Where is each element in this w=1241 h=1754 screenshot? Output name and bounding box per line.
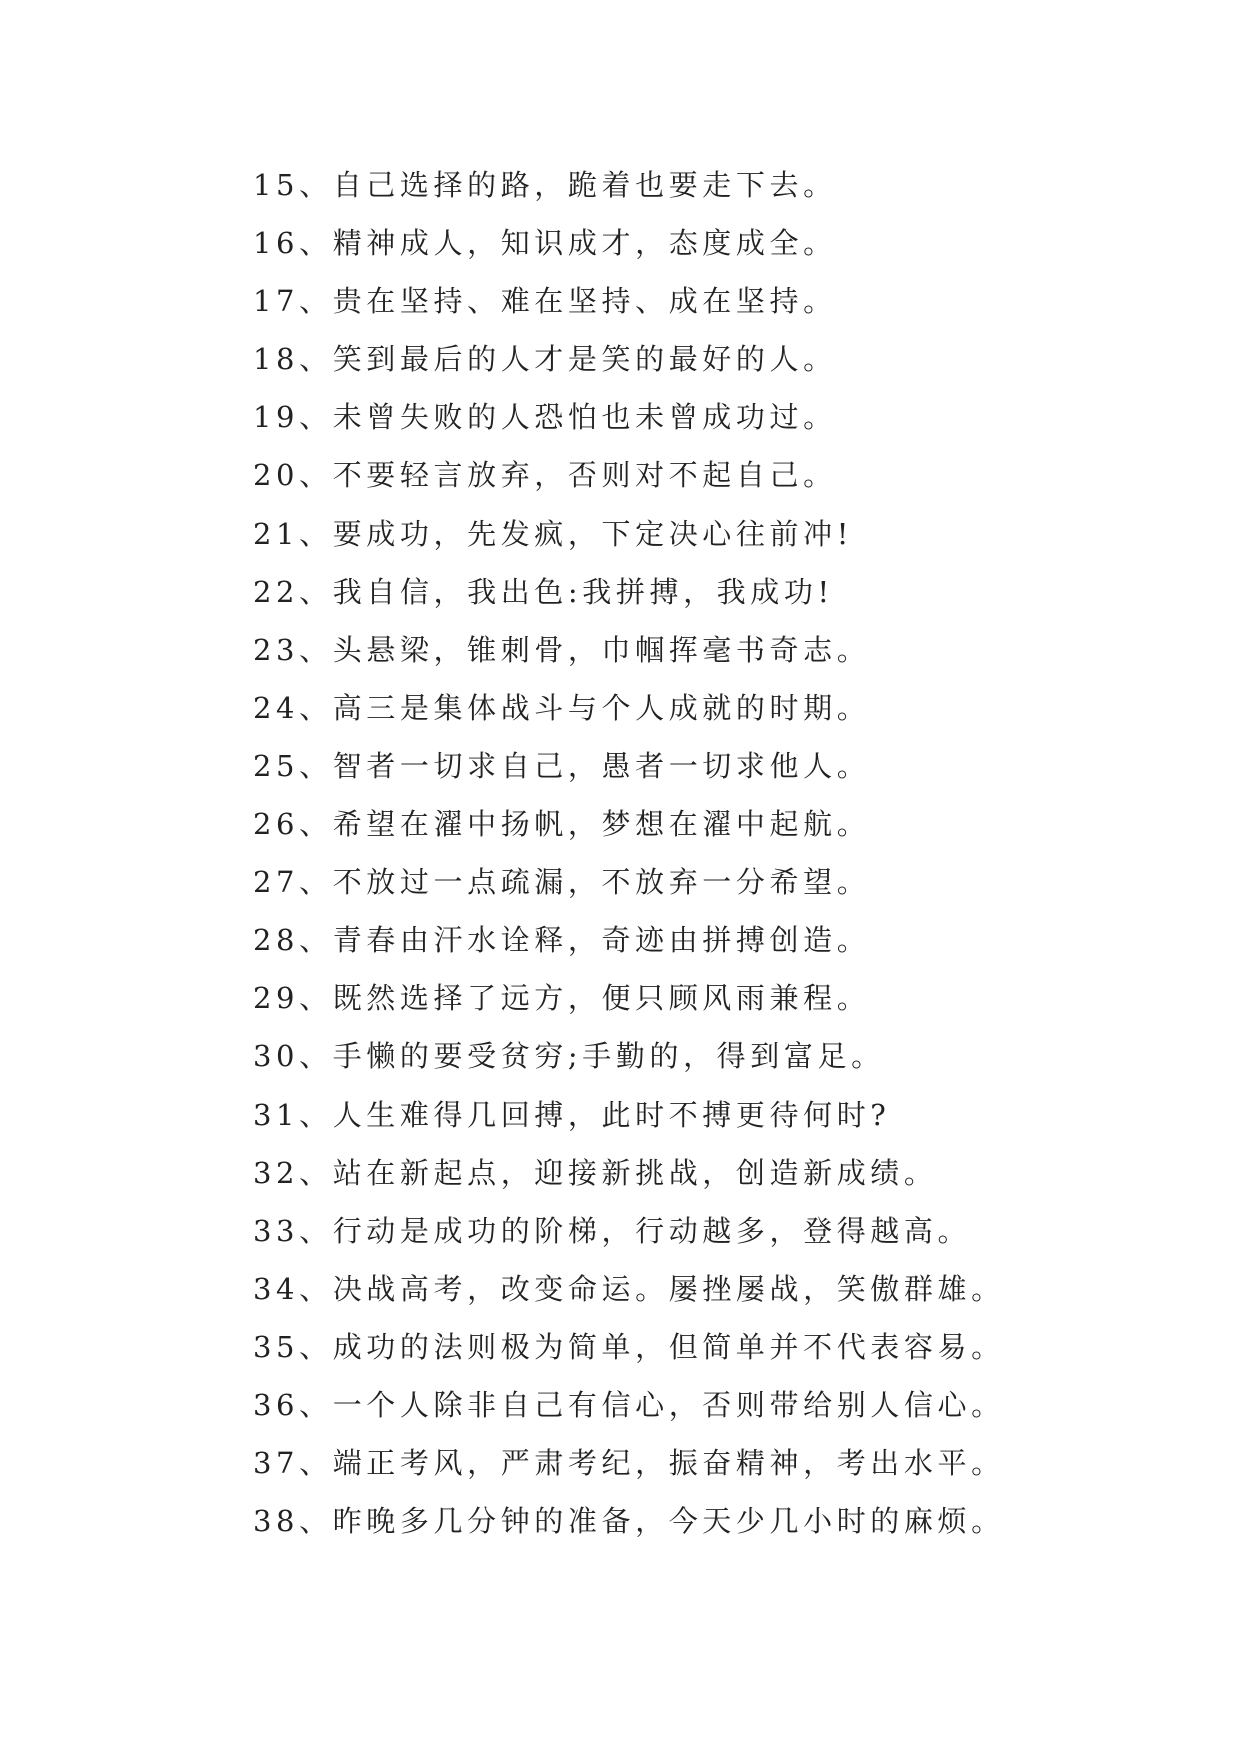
quote-line: 22、我自信，我出色:我拼搏，我成功!: [253, 574, 834, 609]
quote-line: 16、精神成人，知识成才，态度成全。: [253, 226, 837, 261]
quote-line: 20、不要轻言放弃，否则对不起自己。: [253, 458, 837, 493]
quote-line: 38、昨晚多几分钟的准备，今天少几小时的麻烦。: [253, 1504, 1005, 1539]
quote-line: 33、行动是成功的阶梯，行动越多，登得越高。: [253, 1213, 972, 1248]
quote-line: 19、未曾失败的人恐怕也未曾成功过。: [253, 400, 837, 435]
quote-line: 35、成功的法则极为简单，但简单并不代表容易。: [253, 1329, 1005, 1364]
quote-line: 30、手懒的要受贫穷;手勤的，得到富足。: [253, 1039, 885, 1074]
quote-line: 34、决战高考，改变命运。屡挫屡战，笑傲群雄。: [253, 1271, 1005, 1306]
quote-line: 21、要成功，先发疯，下定决心往前冲!: [253, 516, 853, 551]
quote-line: 27、不放过一点疏漏，不放弃一分希望。: [253, 865, 871, 900]
quote-line: 23、头悬梁，锥刺骨，巾帼挥毫书奇志。: [253, 632, 871, 667]
quote-line: 15、自己选择的路，跪着也要走下去。: [253, 168, 837, 202]
quote-line: 36、一个人除非自己有信心，否则带给别人信心。: [253, 1387, 1005, 1422]
quote-line: 37、端正考风，严肃考纪，振奋精神，考出水平。: [253, 1446, 1005, 1481]
quote-line: 17、贵在坚持、难在坚持、成在坚持。: [253, 284, 837, 319]
quote-line: 18、笑到最后的人才是笑的最好的人。: [253, 342, 837, 377]
quote-line: 24、高三是集体战斗与个人成就的时期。: [253, 690, 871, 725]
quote-line: 29、既然选择了远方，便只顾风雨兼程。: [253, 981, 871, 1016]
quote-line: 26、希望在濯中扬帆，梦想在濯中起航。: [253, 807, 871, 842]
quote-line: 32、站在新起点，迎接新挑战，创造新成绩。: [253, 1155, 938, 1190]
quote-line: 31、人生难得几回搏，此时不搏更待何时?: [253, 1097, 891, 1132]
quote-line: 25、智者一切求自己，愚者一切求他人。: [253, 748, 871, 783]
quote-line: 28、青春由汗水诠释，奇迹由拼搏创造。: [253, 923, 871, 958]
quote-list: [253, 156, 1153, 1550]
